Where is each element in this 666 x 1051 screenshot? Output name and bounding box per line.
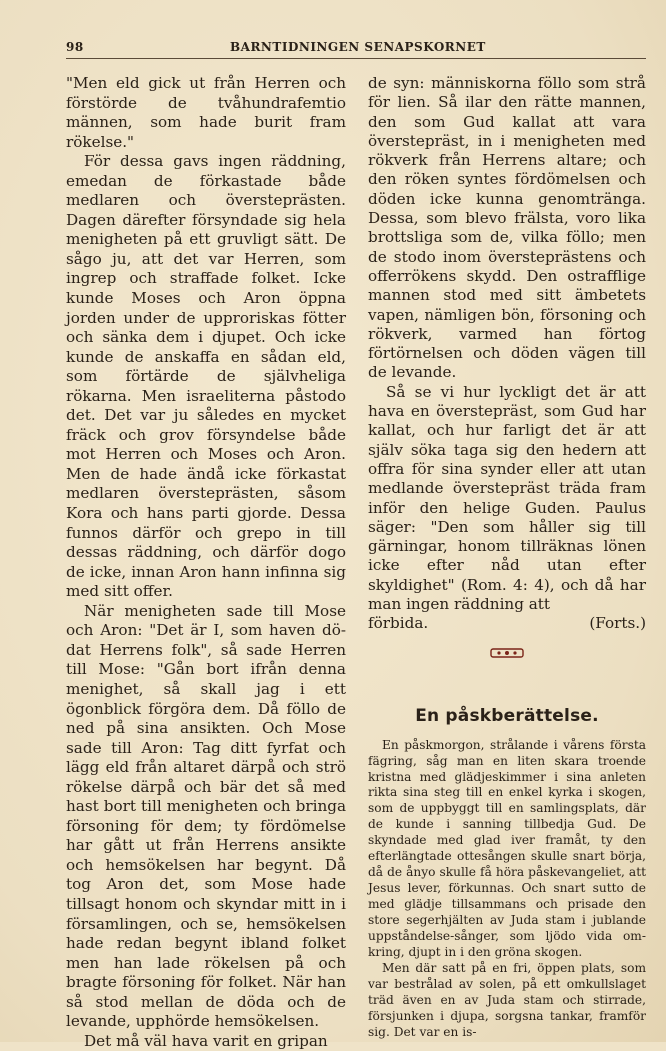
paragraph: Det må väl hava varit en gripan <box>84 1031 328 1050</box>
article-continuation <box>368 74 646 634</box>
section-divider-ornament-icon <box>489 648 525 658</box>
last-line-text: förbida. <box>368 614 429 633</box>
continued-line <box>368 614 646 633</box>
running-header <box>66 38 646 59</box>
page-number: 98 <box>66 40 84 54</box>
paragraph: För dessa gavs ingen räddning, emedan de förkastade både medlaren och översteprästen. Dagen därefter försyndade sig hela menigheten på ett gruvligt sätt. De sågo ju, att det var Herren, som ingrep och straffade folket. Icke kunde Moses och Aron öppna jorden under de upproriskas fötter och sänka dem i djupet. Och icke kunde de anskaffa en sådan eld, som förtärde de självheliga rökarna. Men israeliterna påstodo det. Det var ju således en mycket fräck och grov försyndelse både mot Herren och Moses och Aron. Men de hade ändå icke förkastat medlaren översteprästen, såsom Kora och hans parti gjorde. Dessa funnos därför och grepo in till dessas räddning, och därför dogo de icke, innan Aron hann infinna sig med sitt offer. <box>66 152 346 601</box>
right-column <box>368 74 646 1041</box>
paragraph: Så se vi hur lyckligt det är att hava en överstepräst, som Gud har kallat, och hur farligt det är att själv söka taga sig den hedern att offra för sina synder eller att utan medlande överstepräst träda fram inför den helige Guden. Paulus säger: "Den som håller sig till gärningar, honom tillräknas lönen icke efter nåd utan efter skyldighet" (Rom. 4: 4), och då har man ingen räddning att <box>368 382 646 614</box>
continued-note: (Forts.) <box>589 614 646 633</box>
left-column <box>66 74 346 1051</box>
paragraph: När menigheten sade till Mose och Aron: "Det är I, som haven dödat Herrens folk", så sade Herren till Mose: "Gån bort ifrån denna menighet, så skall jag i ett ögonblick förgöra dem. Då föllo de ned på sina ansikten. Och Mose sade till Aron: Tag ditt fyrfat och lägg eld från altaret därpå och strö rökelse därpå och bär det så med hast bort till menigheten och bringa försoning för dem; ty fördömelse har gått ut från Herrens ansikte och hemsökelsen har begynt. Då tog Aron det, som Mose hade tillsagt honom och skyndar mitt in i församlingen, och se, hemsökelsen hade redan begynt ibland folket men han lade rökelsen på och bragte försoning för folket. När han så stod mellan de döda och de levande, upphörde hemsökelsen. <box>66 601 346 1031</box>
running-title: BARNTIDNINGEN SENAPSKORNET <box>230 40 486 54</box>
story-body <box>368 738 646 1041</box>
story-title: En påskberättelse. <box>415 705 599 726</box>
paragraph: En påskmorgon, strålande i vårens första fägring, såg man en liten skara troende kristna med glädjeskimmer i sina anleten rikta sina steg till en enkel kyrka i skogen, som de uppbyggt till en samlingsplats, där de kunde i sanning tillbedja Gud. De skyndade med glad iver framåt, ty den efterlängtade ottesången skulle snart börja, då de ånyo skulle få höra påskevangeliet, att Jesus lever, förkunnas. Och snart sutto de med glädje tillsammans och prisade den store segerhjälten av Juda stam i jublande uppståndelse-sånger, som ljödo vida omkring, djupt in i den gröna skogen. <box>368 737 646 959</box>
paragraph: de syn: människorna föllo som strå för lien. Så ilar den rätte mannen, den som Gud kallat att vara överstepräst, in i menigheten med rökverk från Herrens altare; och den röken syntes fördömelsen och döden icke kunna genomtränga. Dessa, som blevo frälsta, voro lika brottsliga som de, vilka föllo; men de stodo inom översteprästens och offerrökens skydd. Den ostrafflige mannen stod med sitt ämbetets vapen, nämligen bön, försoning och rökverk, varmed han förtog förtörnelsen och döden vägen till de levande. <box>368 74 646 382</box>
paragraph: Men där satt på en fri, öppen plats, som var bestrålad av solen, på ett omkullslaget träd även en av Juda stam och stirrade, försjunken i djupa, sorgsna tankar, framför sig. Det var en is- <box>368 960 646 1039</box>
paragraph: "Men eld gick ut från Herren och förstörde de tvåhundrafemtio männen, som hade burit fram rökelse." <box>66 74 346 151</box>
